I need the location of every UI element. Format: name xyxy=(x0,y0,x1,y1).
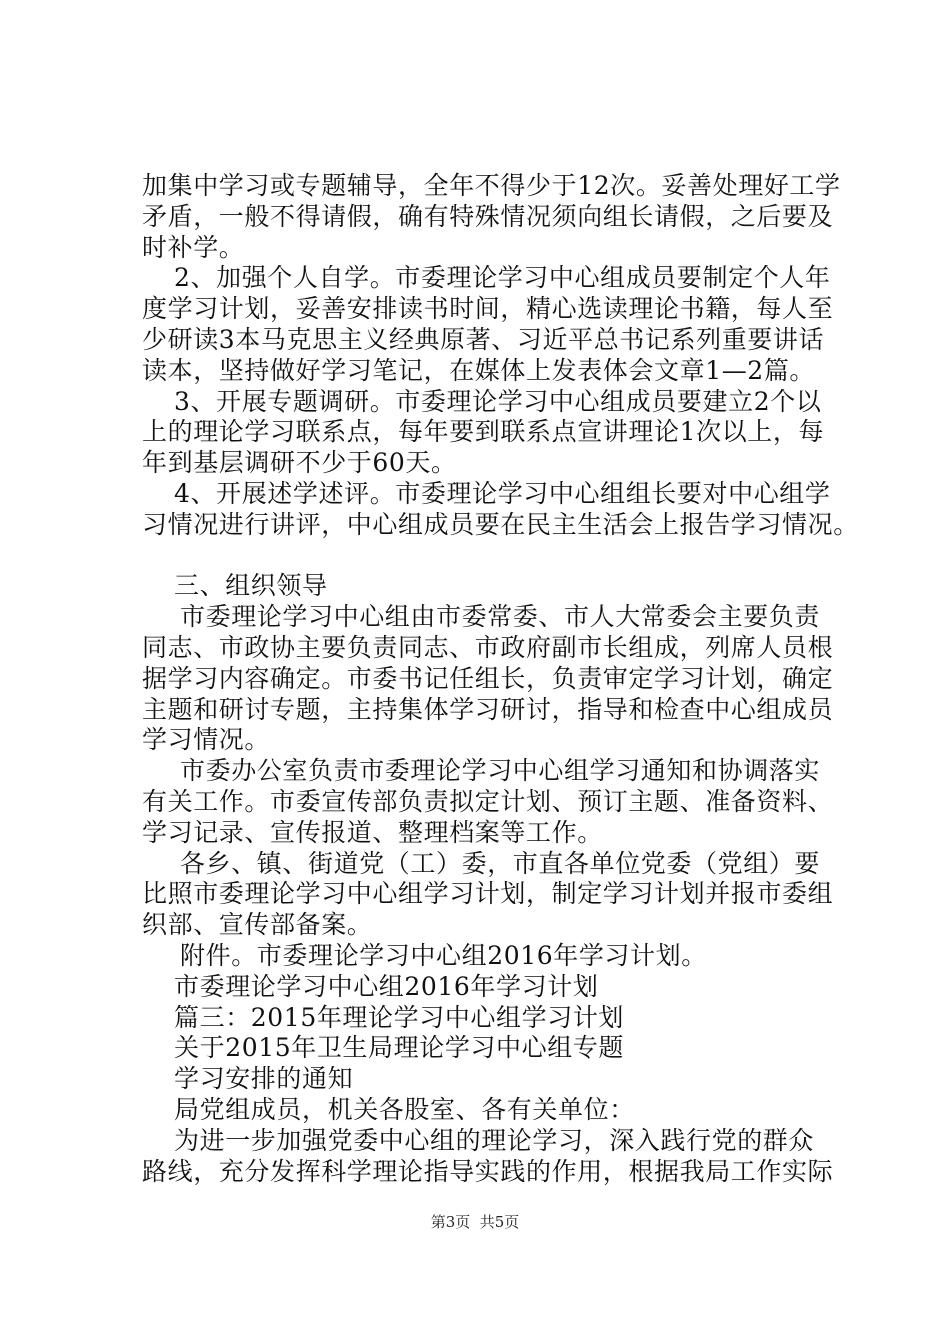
text-line: 市委理论学习中心组2016年学习计划 xyxy=(174,971,599,1001)
text-line: 主题和研讨专题，主持集体学习研讨，指导和检查中心组成员 xyxy=(142,694,834,724)
text-line: 路线，充分发挥科学理论指导实践的作用，根据我局工作实际 xyxy=(142,1156,834,1186)
text-line: 3、开展专题调研。市委理论学习中心组成员要建立2个以 xyxy=(174,386,822,416)
text-line: 少研读3本马克思主义经典原著、习近平总书记系列重要讲话 xyxy=(142,324,825,354)
text-line: 关于2015年卫生局理论学习中心组专题 xyxy=(174,1033,625,1063)
text-line: 同志、市政协主要负责同志、市政府副市长组成，列席人员根 xyxy=(142,632,834,662)
text-line: 读本，坚持做好学习笔记，在媒体上发表体会文章1—2篇。 xyxy=(142,355,816,385)
blank-line xyxy=(142,541,842,572)
text-line: 织部、宣传部备案。 xyxy=(142,910,373,940)
text-line: 附件。市委理论学习中心组2016年学习计划。 xyxy=(180,940,707,970)
text-line: 市委办公室负责市委理论学习中心组学习通知和协调落实 xyxy=(180,756,821,786)
page-number: 第3页 共5页 xyxy=(430,1213,520,1231)
text-line: 有关工作。市委宣传部负责拟定计划、预订主题、准备资料、 xyxy=(142,786,834,816)
text-line: 矛盾，一般不得请假，确有特殊情况须向组长请假，之后要及 xyxy=(142,201,834,231)
text-line: 加集中学习或专题辅导，全年不得少于12次。妥善处理好工学 xyxy=(142,171,841,200)
text-line: 为进一步加强党委中心组的理论学习，深入践行党的群众 xyxy=(174,1125,815,1155)
text-line: 4、开展述学述评。市委理论学习中心组组长要对中心组学 xyxy=(174,478,831,508)
page-footer xyxy=(0,1212,950,1232)
text-line: 时补学。 xyxy=(142,232,245,262)
text-line: 比照市委理论学习中心组学习计划，制定学习计划并报市委组 xyxy=(142,879,834,909)
document-body xyxy=(142,171,859,1187)
text-line: 据学习内容确定。市委书记任组长，负责审定学习计划，确定 xyxy=(142,663,834,693)
text-line: 度学习计划，妥善安排读书时间，精心选读理论书籍，每人至 xyxy=(142,294,834,324)
text-line: 各乡、镇、街道党（工）委，市直各单位党委（党组）要 xyxy=(180,848,821,878)
text-line: 习情况进行讲评，中心组成员要在民主生活会上报告学习情况。 xyxy=(142,509,859,539)
text-line: 学习记录、宣传报道、整理档案等工作。 xyxy=(142,817,603,847)
text-line: 市委理论学习中心组由市委常委、市人大常委会主要负责 xyxy=(180,602,821,632)
text-line: 学习安排的通知 xyxy=(174,1064,354,1094)
text-line: 三、组织领导 xyxy=(174,571,328,601)
text-line: 上的理论学习联系点，每年要到联系点宣讲理论1次以上，每 xyxy=(142,417,825,447)
text-line: 学习情况。 xyxy=(142,725,271,755)
text-line: 局党组成员，机关各股室、各有关单位： xyxy=(174,1094,635,1124)
text-line: 2、加强个人自学。市委理论学习中心组成员要制定个人年 xyxy=(174,263,831,293)
text-line: 年到基层调研不少于60天。 xyxy=(142,448,457,478)
text-line: 篇三：2015年理论学习中心组学习计划 xyxy=(174,1002,625,1032)
